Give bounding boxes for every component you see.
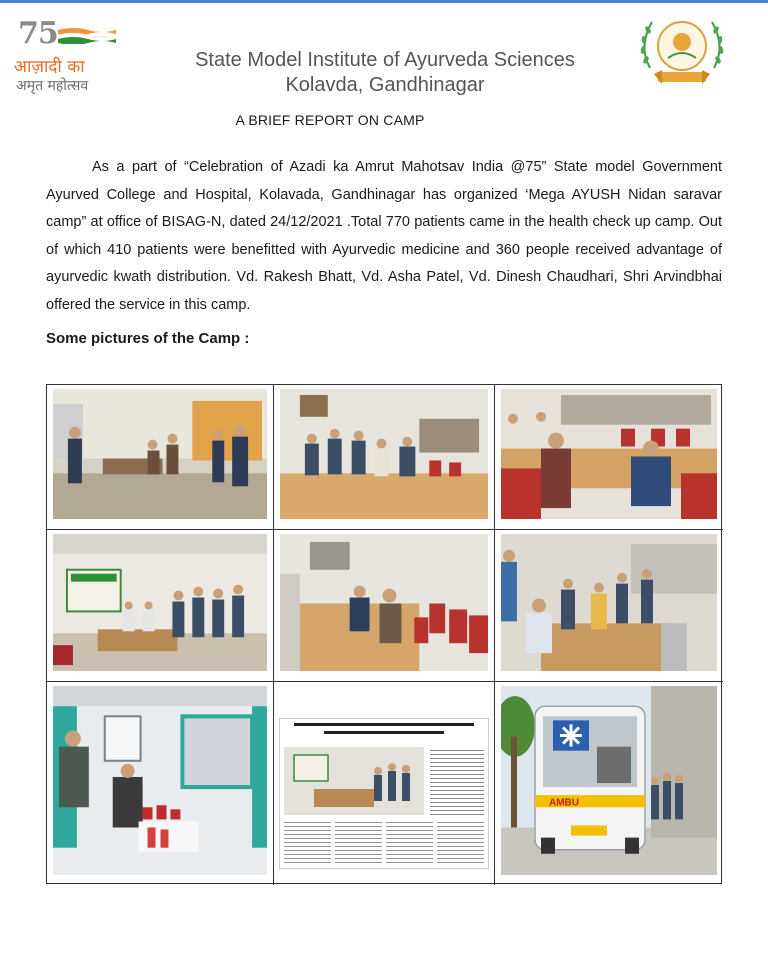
gallery-cell [274, 530, 495, 682]
flag-ribbon-icon [58, 26, 116, 44]
title-line2: Kolavda, Gandhinagar [285, 74, 485, 96]
newspaper-columns [284, 819, 484, 864]
institute-seal-icon [632, 8, 732, 90]
logo-hindi-line1: आज़ादी का [14, 57, 85, 77]
gallery-cell [47, 530, 274, 682]
newspaper-photo [284, 747, 424, 815]
photo-ambulance-exterior [501, 686, 717, 875]
photo-medicine-distribution [501, 534, 717, 671]
photo-meeting-room-patients [501, 389, 717, 519]
photo-newspaper-clipping [279, 718, 489, 869]
gallery-cell [495, 385, 723, 530]
azadi-amrit-mahotsav-logo [10, 14, 130, 94]
photo-hall-with-banner [53, 534, 267, 671]
institute-title [150, 48, 620, 98]
gallery-cell [495, 530, 723, 682]
gallery-cell [47, 385, 274, 530]
report-paragraph: As a part of “Celebration of Azadi ka Amrut Mahotsav India @75” State model Government Ayurved College and Hospital, Kolavada, Gandhinagar has organized ‘Mega AYUSH Nidan saravar camp” at office of BISAG-N, dated 24/12/2021 .Total 770 patients came in the health check up camp. Out of which 410 patients were benefitted with Ayurvedic medicine and 360 people received advantage of ayurvedic kwath distribution. Vd. Rakesh Bhatt, Vd. Asha Patel, Vd. Dinesh Chaudhari, Shri Arvindbhai offered the service in this camp. [46, 159, 722, 313]
newspaper-headline [280, 719, 488, 746]
gallery-cell [274, 385, 495, 530]
photo-registration-room [53, 389, 267, 519]
title-line1: State Model Institute of Ayurveda Sciences [195, 49, 575, 71]
logo-number: 75 [18, 16, 58, 51]
top-accent-line [0, 0, 768, 3]
ambulance-label: AMBU [549, 797, 579, 809]
photo-consultation-desk [280, 534, 488, 671]
photo-conference-table-doctors [280, 389, 488, 519]
photo-gallery [46, 384, 722, 884]
photo-ambulance-interior [53, 686, 267, 875]
newspaper-side-text [430, 747, 484, 815]
gallery-cell [47, 682, 274, 885]
gallery-cell [274, 682, 495, 885]
report-heading: A BRIEF REPORT ON CAMP [235, 112, 425, 128]
pictures-label: Some pictures of the Camp : [46, 330, 250, 347]
logo-hindi-line2: अमृत महोत्सव [16, 78, 89, 94]
gallery-cell [495, 682, 723, 885]
report-body [46, 154, 722, 319]
